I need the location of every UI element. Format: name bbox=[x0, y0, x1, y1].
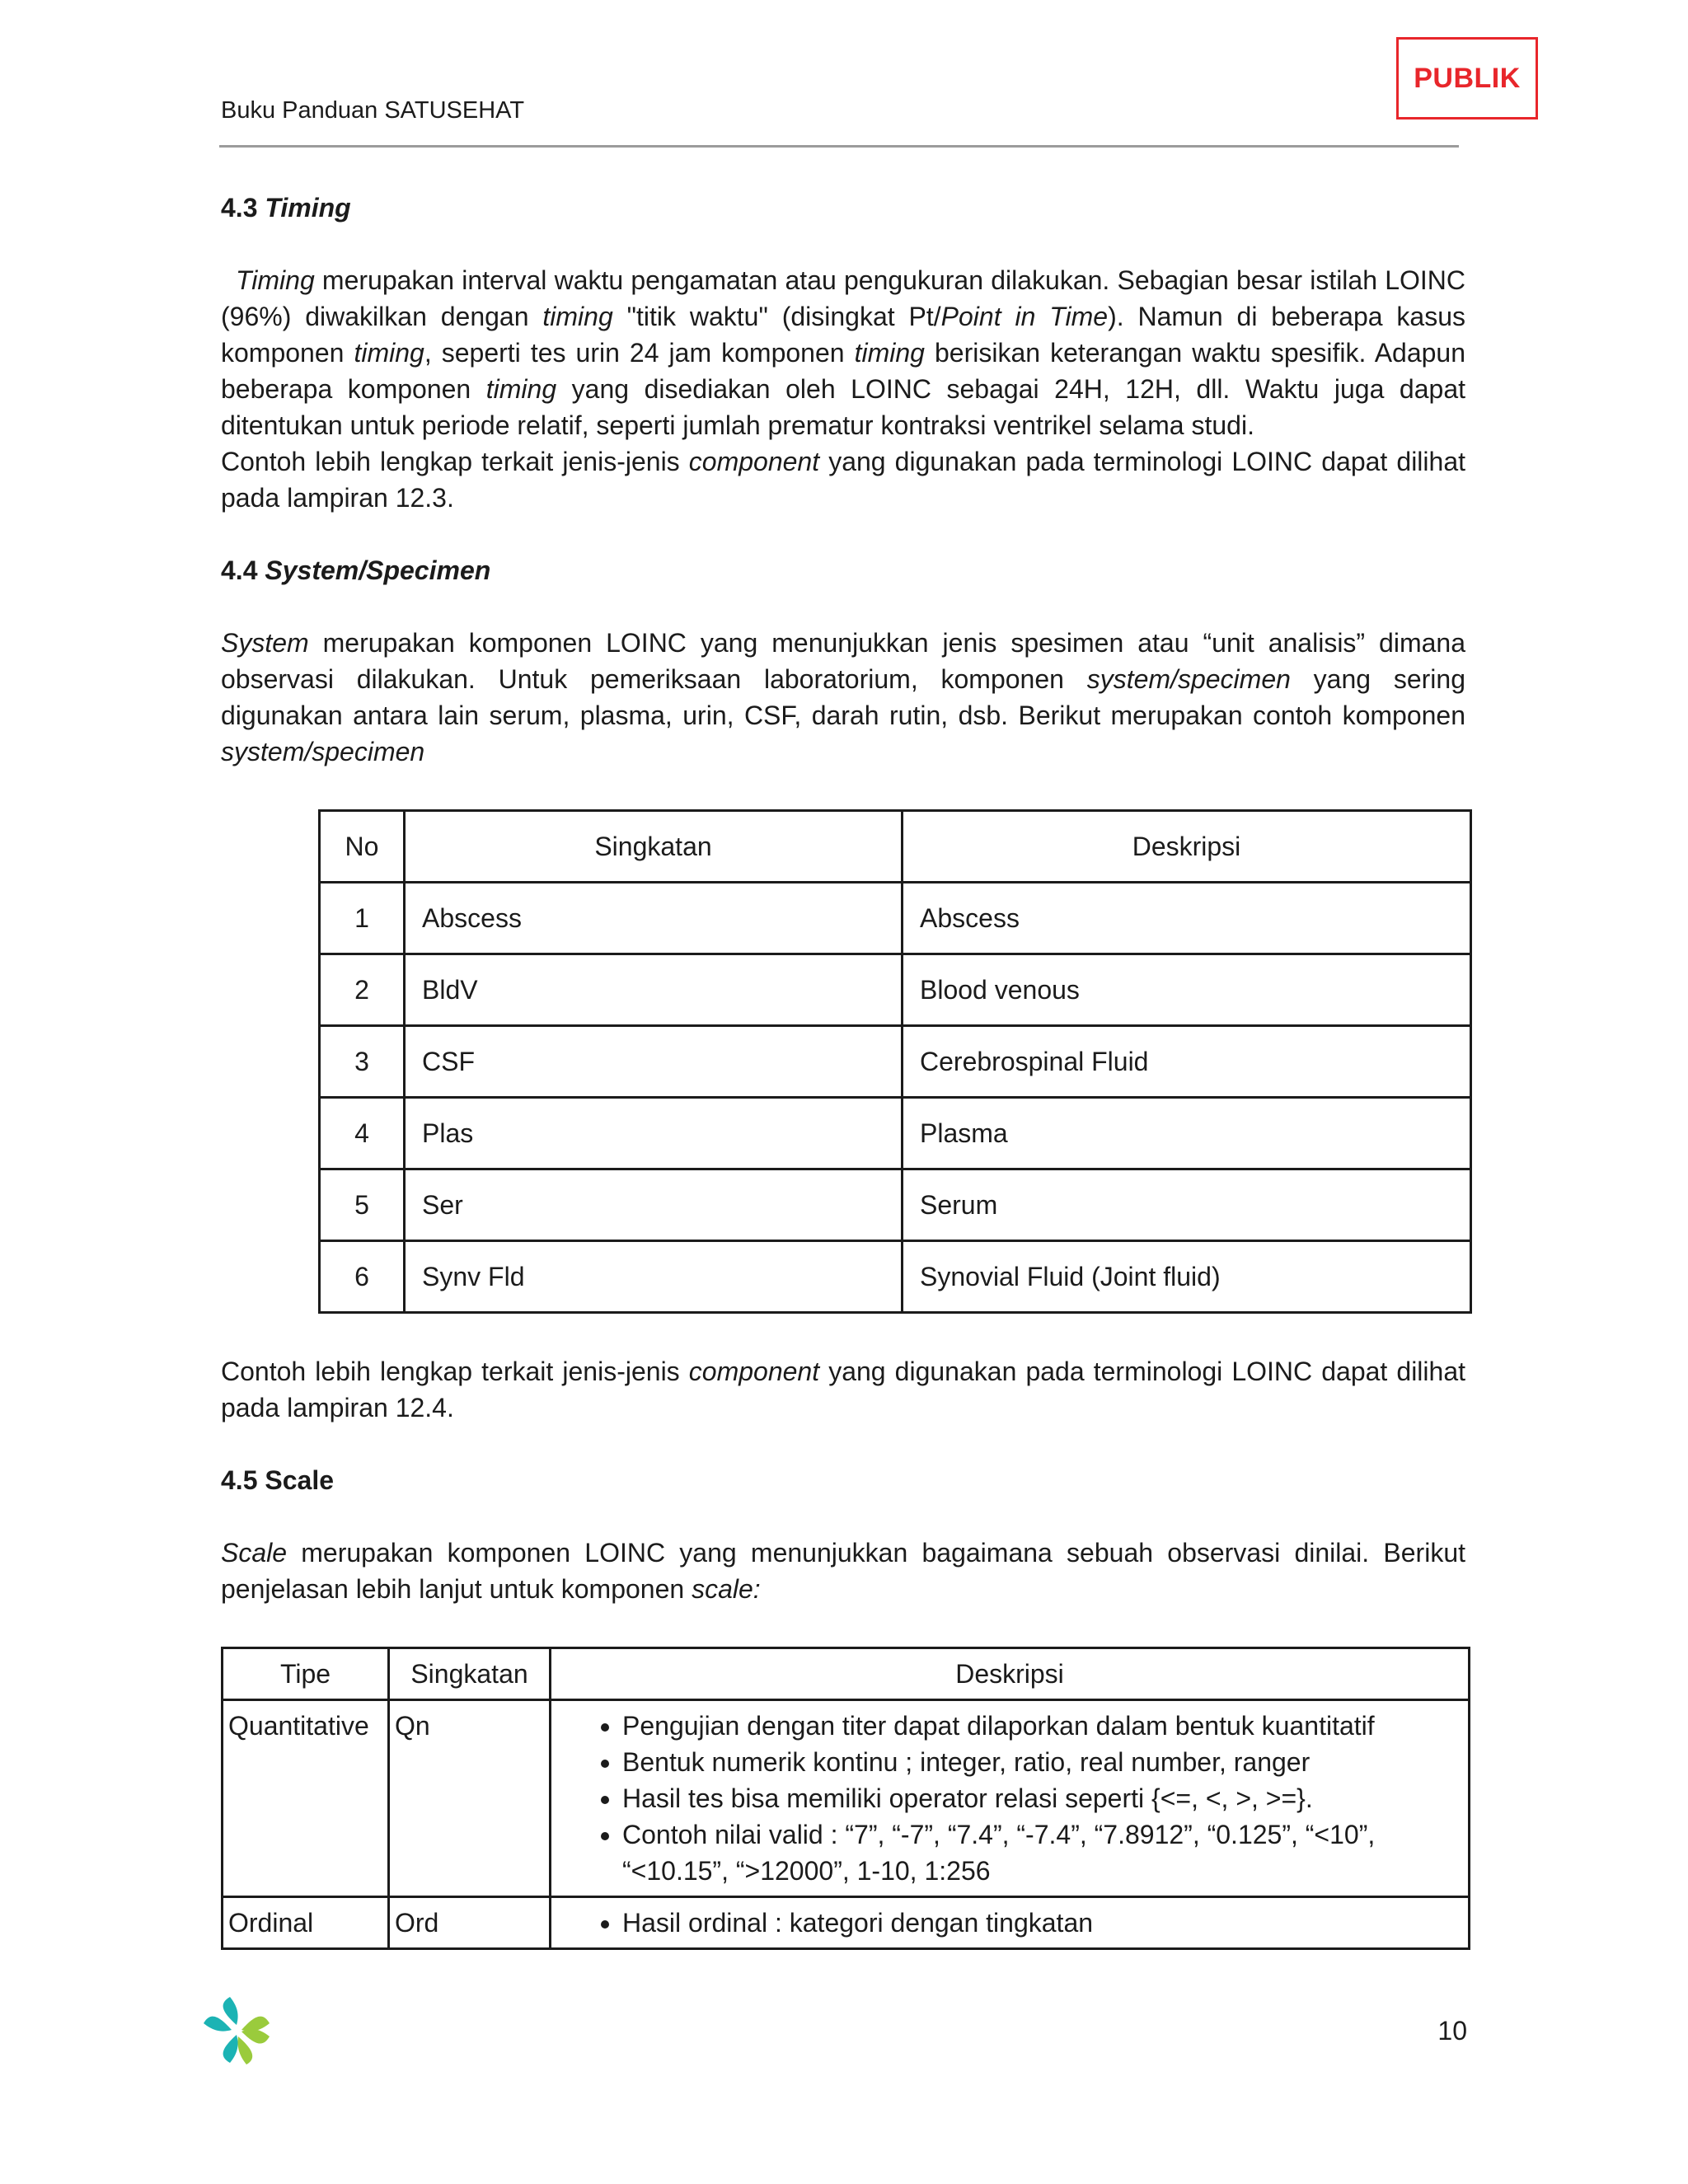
cell-no: 1 bbox=[320, 883, 405, 954]
header-cell-deskripsi: Deskripsi bbox=[551, 1648, 1470, 1700]
cell-singkatan: Ord bbox=[389, 1897, 551, 1949]
table-row bbox=[320, 1026, 1471, 1098]
paragraph-system bbox=[221, 625, 1465, 770]
text-run: yang disediakan oleh LOINC sebagai 24H, 12H, dll. Waktu juga dapat ditentukan untuk periode relatif, seperti jumlah prematur kontraksi ventrikel selama studi. bbox=[221, 374, 1466, 440]
table-header-row bbox=[223, 1648, 1470, 1700]
section-number: 4.3 bbox=[221, 193, 258, 223]
cell-singkatan: Plas bbox=[405, 1098, 903, 1169]
cell-no: 5 bbox=[320, 1169, 405, 1241]
paragraph-scale bbox=[221, 1535, 1465, 1607]
kemenkes-logo-icon bbox=[201, 1993, 272, 2067]
cell-deskripsi: Serum bbox=[903, 1169, 1471, 1241]
header-cell-singkatan: Singkatan bbox=[389, 1648, 551, 1700]
paragraph-timing-reference bbox=[221, 443, 1465, 516]
section-title: Timing bbox=[265, 193, 351, 223]
header-cell-deskripsi: Deskripsi bbox=[903, 811, 1471, 883]
cell-singkatan: BldV bbox=[405, 954, 903, 1026]
cell-deskripsi: Synovial Fluid (Joint fluid) bbox=[903, 1241, 1471, 1313]
italic-term: timing bbox=[854, 338, 925, 368]
italic-term: component bbox=[688, 447, 820, 476]
text-run: ). Namun di beberapa kasus komponen bbox=[221, 302, 1465, 368]
text-run: yang digunakan pada terminologi LOINC dapat dilihat pada lampiran 12.4. bbox=[221, 1357, 1466, 1422]
cell-tipe: Ordinal bbox=[223, 1897, 389, 1949]
cell-deskripsi: Cerebrospinal Fluid bbox=[903, 1026, 1471, 1098]
italic-term: scale: bbox=[692, 1574, 761, 1604]
text-run: Contoh lebih lengkap terkait jenis-jenis bbox=[221, 447, 689, 476]
publik-stamp: PUBLIK bbox=[1396, 37, 1538, 120]
page-number: 10 bbox=[1437, 2016, 1467, 2046]
list-item: • Contoh nilai valid : “7”, “-7”, “7.4”, “-7.4”, “7.8912”, “0.125”, “<10”, “<10.15”, “>12000”, 1-10, 1:256 bbox=[622, 1816, 1463, 1889]
italic-term: timing bbox=[542, 302, 613, 331]
text-run: yang digunakan pada terminologi LOINC dapat dilihat pada lampiran 12.3. bbox=[221, 447, 1466, 513]
section-heading-4-3 bbox=[221, 190, 1465, 226]
section-number: 4.4 bbox=[221, 555, 258, 585]
cell-no: 6 bbox=[320, 1241, 405, 1313]
cell-deskripsi: Plasma bbox=[903, 1098, 1471, 1169]
bullet-list bbox=[556, 1708, 1463, 1889]
table-header-row bbox=[320, 811, 1471, 883]
header-title: Buku Panduan SATUSEHAT bbox=[221, 97, 525, 124]
list-item: • Pengujian dengan titer dapat dilaporkan dalam bentuk kuantitatif bbox=[622, 1708, 1463, 1744]
cell-deskripsi bbox=[551, 1700, 1470, 1897]
text-run: "titik waktu" (disingkat Pt/ bbox=[612, 302, 941, 331]
section-title: System/Specimen bbox=[265, 555, 491, 585]
list-item: • Hasil ordinal : kategori dengan tingkatan bbox=[622, 1905, 1463, 1941]
italic-term: system/specimen bbox=[1086, 664, 1291, 694]
cell-no: 4 bbox=[320, 1098, 405, 1169]
italic-term: timing bbox=[354, 338, 424, 368]
paragraph-timing bbox=[221, 262, 1465, 443]
text-run: Contoh lebih lengkap terkait jenis-jenis bbox=[221, 1357, 689, 1386]
table-row bbox=[320, 883, 1471, 954]
header-divider bbox=[219, 145, 1459, 148]
table-row bbox=[320, 1098, 1471, 1169]
italic-term: component bbox=[688, 1357, 820, 1386]
scale-table bbox=[221, 1647, 1470, 1950]
cell-no: 3 bbox=[320, 1026, 405, 1098]
table-row bbox=[320, 1241, 1471, 1313]
text-run: merupakan interval waktu pengamatan atau pengukuran dilakukan. Sebagian besar istilah LOINC (96%) diwakilkan dengan bbox=[221, 265, 1465, 331]
section-heading-4-5: 4.5 Scale bbox=[221, 1465, 334, 1495]
cell-singkatan: Synv Fld bbox=[405, 1241, 903, 1313]
cell-singkatan: Ser bbox=[405, 1169, 903, 1241]
italic-term: Scale bbox=[221, 1538, 288, 1568]
cell-tipe: Quantitative bbox=[223, 1700, 389, 1897]
table-row bbox=[223, 1700, 1470, 1897]
table-row bbox=[320, 1169, 1471, 1241]
cell-singkatan: CSF bbox=[405, 1026, 903, 1098]
cell-no: 2 bbox=[320, 954, 405, 1026]
text-run: merupakan komponen LOINC yang menunjukkan bagaimana sebuah observasi dinilai. Berikut penjelasan lebih lanjut untuk komponen bbox=[221, 1538, 1465, 1604]
italic-term: Timing bbox=[236, 265, 315, 295]
specimen-table bbox=[318, 809, 1472, 1314]
italic-term: timing bbox=[485, 374, 557, 404]
italic-term: System bbox=[221, 628, 309, 658]
italic-term: Point in Time bbox=[940, 302, 1109, 331]
cell-singkatan: Qn bbox=[389, 1700, 551, 1897]
header-cell-tipe: Tipe bbox=[223, 1648, 389, 1700]
text-run: yang sering digunakan antara lain serum, plasma, urin, CSF, darah rutin, dsb. Berikut merupakan contoh komponen bbox=[221, 664, 1466, 730]
cell-singkatan: Abscess bbox=[405, 883, 903, 954]
cell-deskripsi: Blood venous bbox=[903, 954, 1471, 1026]
cell-deskripsi bbox=[551, 1897, 1470, 1949]
list-item: • Hasil tes bisa memiliki operator relasi seperti {<=, <, >, >=}. bbox=[622, 1780, 1463, 1816]
italic-term: system/specimen bbox=[221, 737, 425, 766]
header-cell-singkatan: Singkatan bbox=[405, 811, 903, 883]
text-run: merupakan komponen LOINC yang menunjukkan jenis spesimen atau “unit analisis” dimana observasi dilakukan. Untuk pemeriksaan laboratorium, komponen bbox=[221, 628, 1465, 694]
table-row bbox=[320, 954, 1471, 1026]
table-row bbox=[223, 1897, 1470, 1949]
list-item: • Bentuk numerik kontinu ; integer, ratio, real number, ranger bbox=[622, 1744, 1463, 1780]
section-heading-4-4 bbox=[221, 552, 1465, 588]
paragraph-system-reference bbox=[221, 1353, 1465, 1426]
page-content bbox=[221, 190, 1465, 1950]
header-cell-no: No bbox=[320, 811, 405, 883]
cell-deskripsi: Abscess bbox=[903, 883, 1471, 954]
text-run: berisikan keterangan waktu spesifik. Adapun beberapa komponen bbox=[221, 338, 1466, 404]
bullet-list bbox=[556, 1905, 1463, 1941]
text-run: , seperti tes urin 24 jam komponen bbox=[424, 338, 855, 368]
